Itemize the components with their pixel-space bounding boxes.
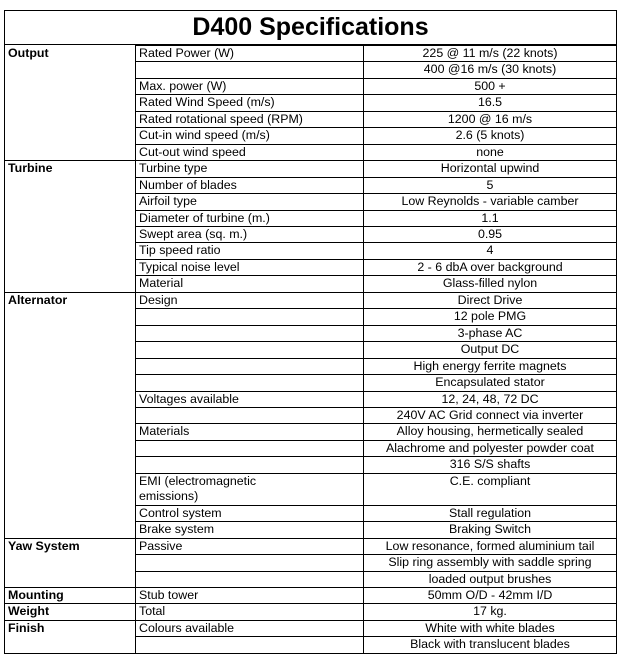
spec-value: C.E. compliant — [364, 473, 617, 489]
spec-row — [5, 571, 616, 587]
spec-label — [136, 342, 364, 358]
spec-value: 12, 24, 48, 72 DC — [364, 391, 617, 407]
spec-value: Direct Drive — [364, 292, 617, 308]
spec-row — [5, 473, 616, 489]
spec-value: 12 pole PMG — [364, 309, 617, 325]
spec-row — [5, 407, 616, 423]
spec-row — [5, 161, 616, 177]
spec-row — [5, 457, 616, 473]
section-label — [5, 62, 136, 78]
spec-row — [5, 78, 616, 94]
section-label — [5, 128, 136, 144]
section-label — [5, 342, 136, 358]
section-label: Finish — [5, 620, 136, 636]
spec-row — [5, 505, 616, 521]
spec-value: 1200 @ 16 m/s — [364, 111, 617, 127]
spec-label: Design — [136, 292, 364, 308]
spec-value: Alachrome and polyester powder coat — [364, 440, 617, 456]
spec-value: Horizontal upwind — [364, 161, 617, 177]
section-label — [5, 226, 136, 242]
spec-value: 4 — [364, 243, 617, 259]
spec-value: 2 - 6 dbA over background — [364, 259, 617, 275]
section-label — [5, 522, 136, 538]
section-label: Mounting — [5, 587, 136, 603]
section-label — [5, 457, 136, 473]
spec-value — [364, 489, 617, 505]
spec-row — [5, 358, 616, 374]
spec-row — [5, 375, 616, 391]
spec-value: 225 @ 11 m/s (22 knots) — [364, 46, 617, 62]
section-label — [5, 424, 136, 440]
spec-label: Number of blades — [136, 177, 364, 193]
spec-value: White with white blades — [364, 620, 617, 636]
spec-row — [5, 309, 616, 325]
section-label — [5, 358, 136, 374]
section-label — [5, 473, 136, 489]
spec-row — [5, 538, 616, 554]
spec-label: Max. power (W) — [136, 78, 364, 94]
spec-label — [136, 62, 364, 78]
spec-row — [5, 292, 616, 308]
spec-row — [5, 177, 616, 193]
spec-label — [136, 325, 364, 341]
spec-row — [5, 489, 616, 505]
section-label — [5, 505, 136, 521]
spec-value: 5 — [364, 177, 617, 193]
spec-label: Swept area (sq. m.) — [136, 226, 364, 242]
section-label — [5, 144, 136, 160]
section-label — [5, 637, 136, 653]
spec-value: Black with translucent blades — [364, 637, 617, 653]
spec-label — [136, 440, 364, 456]
spec-row — [5, 637, 616, 653]
spec-row — [5, 111, 616, 127]
spec-value: 2.6 (5 knots) — [364, 128, 617, 144]
spec-label — [136, 457, 364, 473]
spec-label: Colours available — [136, 620, 364, 636]
spec-row — [5, 46, 616, 62]
spec-value: Slip ring assembly with saddle spring — [364, 555, 617, 571]
section-label — [5, 259, 136, 275]
spec-row — [5, 620, 616, 636]
spec-value: 1.1 — [364, 210, 617, 226]
section-label — [5, 489, 136, 505]
spec-row — [5, 226, 616, 242]
spec-label: Voltages available — [136, 391, 364, 407]
spec-row — [5, 95, 616, 111]
spec-value: 500 + — [364, 78, 617, 94]
spec-value: 0.95 — [364, 226, 617, 242]
spec-value: 50mm O/D - 42mm I/D — [364, 587, 617, 603]
spec-label — [136, 571, 364, 587]
spec-row — [5, 555, 616, 571]
spec-row — [5, 391, 616, 407]
spec-row — [5, 144, 616, 160]
section-label: Weight — [5, 604, 136, 620]
spec-row — [5, 604, 616, 620]
spec-label: Turbine type — [136, 161, 364, 177]
spec-label: Total — [136, 604, 364, 620]
spec-label: Rated rotational speed (RPM) — [136, 111, 364, 127]
section-label: Alternator — [5, 292, 136, 308]
section-label — [5, 111, 136, 127]
spec-value: Glass-filled nylon — [364, 276, 617, 292]
spec-value: Output DC — [364, 342, 617, 358]
section-label: Output — [5, 46, 136, 62]
section-label — [5, 325, 136, 341]
spec-row — [5, 276, 616, 292]
spec-table-body — [5, 46, 616, 653]
spec-row — [5, 342, 616, 358]
spec-label: emissions) — [136, 489, 364, 505]
section-label — [5, 407, 136, 423]
section-label — [5, 243, 136, 259]
spec-label — [136, 637, 364, 653]
spec-label — [136, 375, 364, 391]
spec-value: 17 kg. — [364, 604, 617, 620]
section-label — [5, 309, 136, 325]
spec-value: 316 S/S shafts — [364, 457, 617, 473]
spec-label: EMI (electromagnetic — [136, 473, 364, 489]
section-label — [5, 391, 136, 407]
spec-value: loaded output brushes — [364, 571, 617, 587]
section-label — [5, 555, 136, 571]
spec-value: Alloy housing, hermetically sealed — [364, 424, 617, 440]
spec-value: Low Reynolds - variable camber — [364, 194, 617, 210]
spec-label: Rated Power (W) — [136, 46, 364, 62]
spec-row — [5, 194, 616, 210]
spec-value: Braking Switch — [364, 522, 617, 538]
spec-label: Passive — [136, 538, 364, 554]
spec-label — [136, 407, 364, 423]
spec-row — [5, 210, 616, 226]
spec-label: Cut-out wind speed — [136, 144, 364, 160]
spec-label: Cut-in wind speed (m/s) — [136, 128, 364, 144]
page-title: D400 Specifications — [5, 11, 616, 45]
spec-label: Brake system — [136, 522, 364, 538]
spec-label: Stub tower — [136, 587, 364, 603]
spec-row — [5, 128, 616, 144]
section-label — [5, 440, 136, 456]
spec-value: 3-phase AC — [364, 325, 617, 341]
spec-label: Materials — [136, 424, 364, 440]
section-label — [5, 210, 136, 226]
section-label — [5, 571, 136, 587]
section-label — [5, 375, 136, 391]
section-label: Turbine — [5, 161, 136, 177]
spec-value: none — [364, 144, 617, 160]
section-label: Yaw System — [5, 538, 136, 554]
spec-value: 16.5 — [364, 95, 617, 111]
spec-label — [136, 358, 364, 374]
section-label — [5, 95, 136, 111]
spec-row — [5, 587, 616, 603]
spec-row — [5, 424, 616, 440]
spec-label: Airfoil type — [136, 194, 364, 210]
spec-label — [136, 555, 364, 571]
section-label — [5, 194, 136, 210]
spec-label: Typical noise level — [136, 259, 364, 275]
spec-row — [5, 325, 616, 341]
spec-row — [5, 62, 616, 78]
spec-row — [5, 522, 616, 538]
section-label — [5, 177, 136, 193]
spec-label — [136, 309, 364, 325]
spec-label: Tip speed ratio — [136, 243, 364, 259]
spec-label: Diameter of turbine (m.) — [136, 210, 364, 226]
section-label — [5, 78, 136, 94]
spec-value: Stall regulation — [364, 505, 617, 521]
spec-value: High energy ferrite magnets — [364, 358, 617, 374]
spec-value: 240V AC Grid connect via inverter — [364, 407, 617, 423]
spec-label: Material — [136, 276, 364, 292]
spec-row — [5, 440, 616, 456]
spec-label: Rated Wind Speed (m/s) — [136, 95, 364, 111]
spec-sheet — [4, 10, 617, 654]
section-label — [5, 276, 136, 292]
spec-label: Control system — [136, 505, 364, 521]
spec-value: Encapsulated stator — [364, 375, 617, 391]
spec-value: Low resonance, formed aluminium tail — [364, 538, 617, 554]
spec-row — [5, 243, 616, 259]
spec-row — [5, 259, 616, 275]
spec-table — [5, 45, 616, 653]
spec-value: 400 @16 m/s (30 knots) — [364, 62, 617, 78]
